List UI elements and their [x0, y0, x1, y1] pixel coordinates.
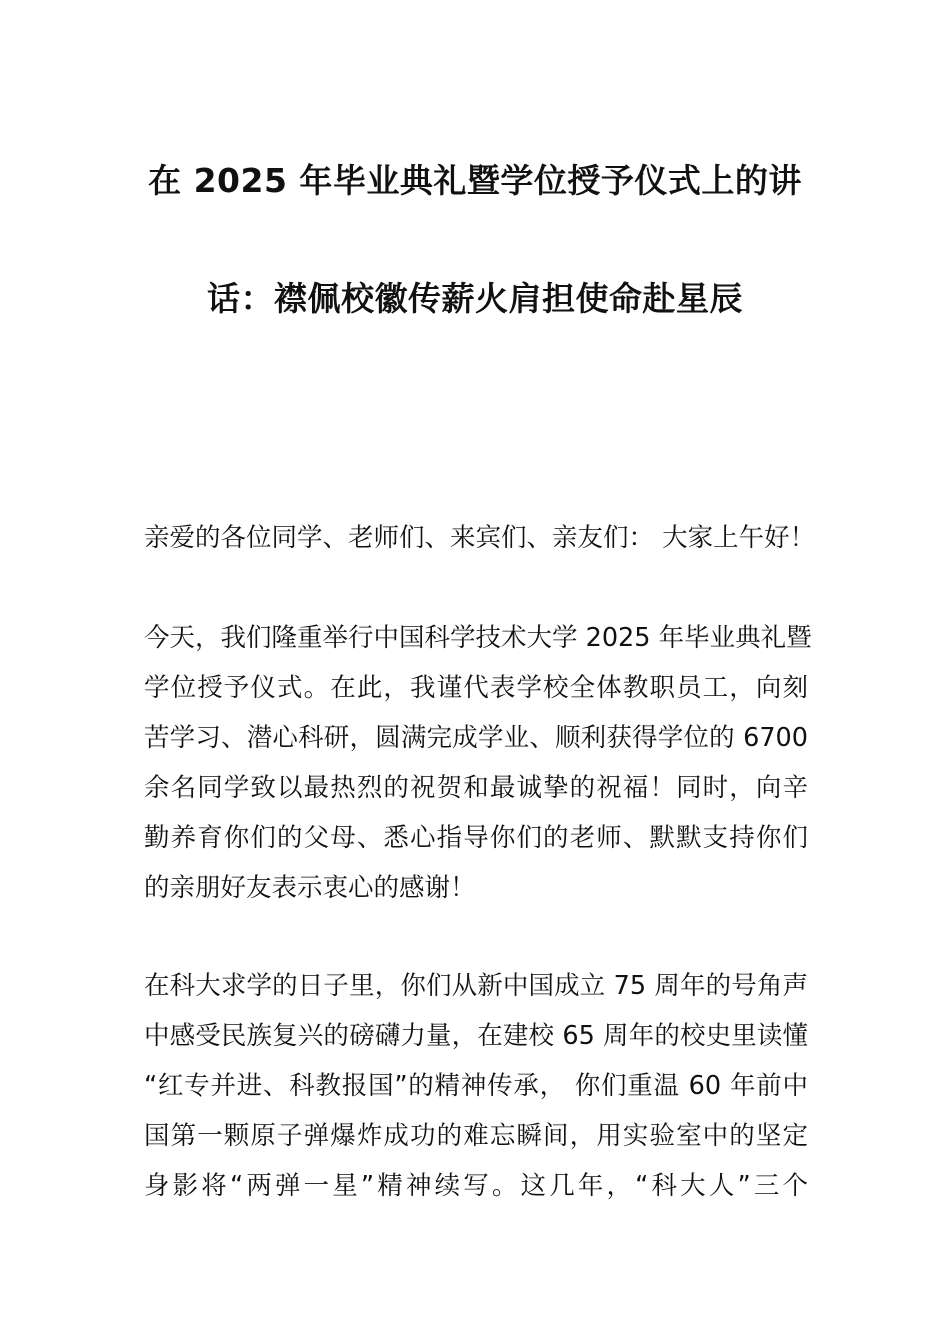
paragraph-1-line: 勤养育你们的父母、悉心指导你们的老师、默默支持你们	[144, 823, 808, 853]
paragraph-1-line: 的亲朋好友表示衷心的感谢！	[144, 873, 476, 903]
paragraph-1-line: 今天，我们隆重举行中国科学技术大学 2025 年毕业典礼暨	[144, 623, 812, 653]
paragraph-2-line: 在科大求学的日子里，你们从新中国成立 75 周年的号角声	[144, 971, 808, 1001]
paragraph-1-line: 学位授予仪式。在此，我谨代表学校全体教职员工，向刻	[144, 673, 808, 703]
paragraph-2-line: 国第一颗原子弹爆炸成功的难忘瞬间，用实验室中的坚定	[144, 1121, 808, 1151]
paragraph-2-line: “红专并进、科教报国”的精神传承， 你们重温 60 年前中	[144, 1071, 808, 1101]
document-title-line-2: 话：襟佩校徽传薪火肩担使命赴星辰	[207, 279, 743, 318]
paragraph-2-line: 中感受民族复兴的磅礴力量，在建校 65 周年的校史里读懂	[144, 1021, 808, 1051]
paragraph-1-line: 余名同学致以最热烈的祝贺和最诚挚的祝福！同时，向辛	[144, 773, 808, 803]
greeting-text: 亲爱的各位同学、老师们、来宾们、亲友们： 大家上午好！	[144, 523, 816, 553]
paragraph-1-line: 苦学习、潜心科研，圆满完成学业、顺利获得学位的 6700	[144, 723, 808, 753]
document-title-line-1: 在 2025 年毕业典礼暨学位授予仪式上的讲	[148, 161, 802, 200]
paragraph-2-line: 身影将“两弹一星”精神续写。这几年，“科大人”三个	[144, 1171, 808, 1201]
